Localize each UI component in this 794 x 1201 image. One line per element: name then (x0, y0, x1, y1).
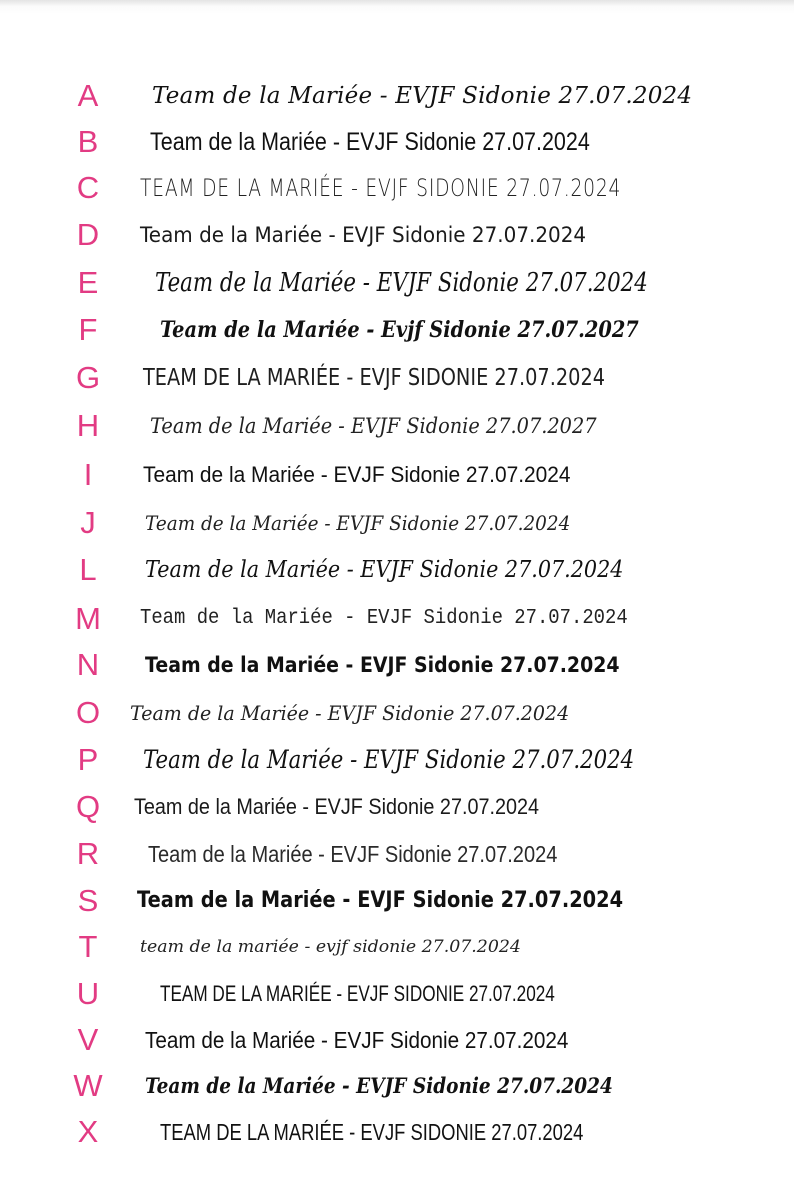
font-letter: J (80, 505, 96, 540)
font-row-v (0, 1018, 794, 1064)
font-letter: C (76, 170, 100, 205)
font-sample-text: Team de la Mariée - EVJF Sidonie 27.07.2024 (150, 128, 590, 156)
font-letter: E (77, 265, 99, 300)
font-letter: F (78, 312, 98, 347)
font-row-c (0, 166, 794, 212)
font-letter: O (75, 695, 101, 730)
font-sample-text: Team de la Mariée - EVJF Sidonie 27.07.2024 (143, 745, 635, 774)
font-row-i (0, 453, 794, 499)
font-letter: V (77, 1022, 99, 1057)
font-sample-text: team de la mariée - evjf sidonie 27.07.2024 (140, 937, 521, 957)
font-letter: Q (75, 789, 101, 824)
font-row-r (0, 832, 794, 878)
font-sample-text: Team de la Mariée - EVJF Sidonie 27.07.2024 (145, 653, 620, 677)
font-sample-text: Team de la Mariée - EVJF Sidonie 27.07.2024 (145, 511, 571, 535)
font-row-u (0, 972, 794, 1018)
font-letter: P (77, 742, 99, 777)
font-sample-text: Team de la Mariée - EVJF Sidonie 27.07.2024 (145, 1073, 613, 1098)
font-letter: U (76, 976, 100, 1011)
font-sample-text: Team de la Mariée - Evjf Sidonie 27.07.2027 (160, 317, 639, 343)
font-row-n (0, 643, 794, 689)
font-row-s (0, 879, 794, 925)
font-row-l (0, 548, 794, 594)
font-sample-text: Team de la Mariée - EVJF Sidonie 27.07.2024 (145, 557, 624, 583)
font-letter: I (83, 457, 93, 492)
font-sample-text: Team de la Mariée - EVJF Sidonie 27.07.2024 (134, 794, 540, 819)
font-sample-text: Team de la Mariée - EVJF Sidonie 27.07.2024 (152, 83, 693, 109)
font-sample-text: Team de la Mariée - EVJF Sidonie 27.07.2024 (143, 462, 571, 487)
font-row-g (0, 356, 794, 402)
font-row-e (0, 261, 794, 307)
font-letter: L (79, 552, 97, 587)
font-row-a (0, 74, 794, 120)
font-letter: G (75, 360, 101, 395)
font-sample-text: Team de la Mariée - EVJF Sidonie 27.07.2024 (155, 268, 648, 298)
font-sample-text: Team de la Mariée - EVJF Sidonie 27.07.2024 (130, 701, 570, 725)
font-letter: R (76, 836, 100, 871)
font-sample-text: Team de la Mariée - EVJF Sidonie 27.07.2027 (150, 414, 597, 438)
paper-top-edge (0, 0, 794, 6)
font-letter: S (77, 883, 99, 918)
font-letter: M (75, 601, 101, 636)
font-sample-text: Team de la Mariée - EVJF Sidonie 27.07.2024 (140, 607, 628, 630)
font-row-f (0, 308, 794, 354)
font-letter: B (77, 124, 99, 159)
font-row-w (0, 1064, 794, 1110)
font-row-b (0, 120, 794, 166)
font-letter: N (76, 647, 100, 682)
font-sample-text: TEAM DE LA MARIÉE - EVJF SIDONIE 27.07.2024 (140, 174, 622, 202)
font-sample-text: Team de la Mariée - EVJF Sidonie 27.07.2024 (140, 223, 587, 247)
font-sample-text: Team de la Mariée - EVJF Sidonie 27.07.2024 (145, 1027, 569, 1053)
font-row-o (0, 691, 794, 737)
font-sample-text: TEAM DE LA MARIÉE - EVJF SIDONIE 27.07.2024 (160, 981, 555, 1006)
font-letter: T (78, 929, 98, 964)
font-letter: D (76, 217, 100, 252)
font-letter: A (77, 78, 99, 113)
font-row-m (0, 597, 794, 643)
font-letter: X (77, 1114, 99, 1149)
font-row-j (0, 501, 794, 547)
font-row-h (0, 404, 794, 450)
font-sample-text: TEAM DE LA MARIÉE - EVJF SIDONIE 27.07.2024 (160, 1119, 584, 1145)
font-sample-text: Team de la Mariée - EVJF Sidonie 27.07.2024 (137, 888, 624, 913)
font-row-d (0, 213, 794, 259)
font-sample-text: TEAM DE LA MARIÉE - EVJF SIDONIE 27.07.2024 (143, 365, 606, 391)
font-letter: W (73, 1068, 103, 1103)
font-sample-text: Team de la Mariée - EVJF Sidonie 27.07.2024 (148, 841, 558, 867)
font-row-q (0, 785, 794, 831)
font-row-x (0, 1110, 794, 1156)
font-row-t (0, 925, 794, 971)
font-row-p (0, 738, 794, 784)
font-letter: H (76, 408, 100, 443)
